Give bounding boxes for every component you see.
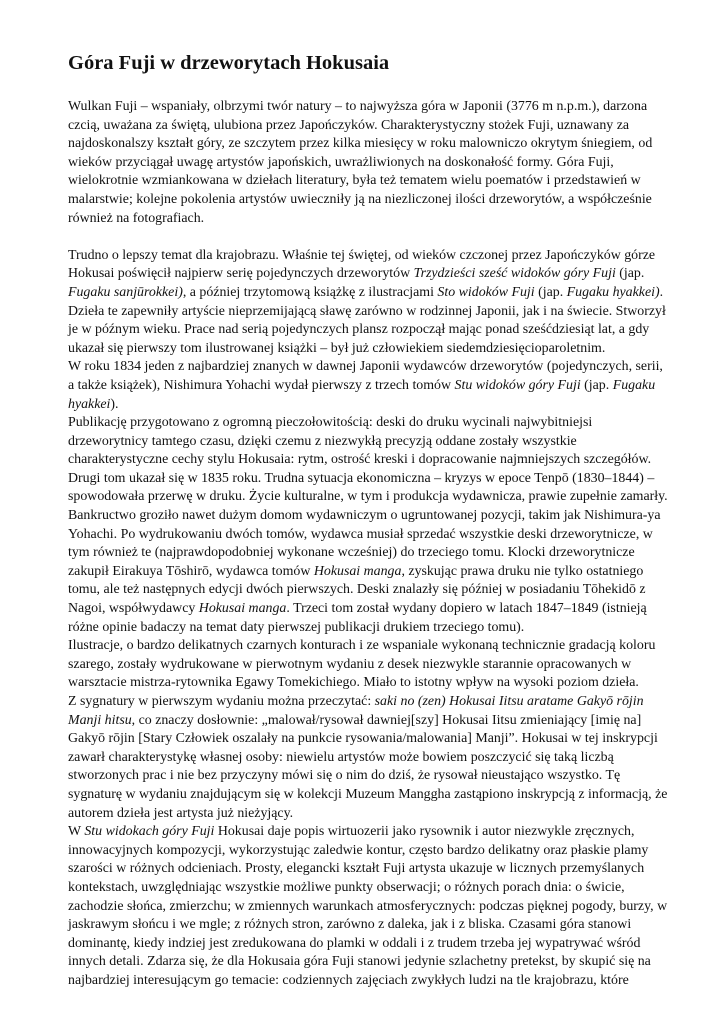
italic-text: Hokusai manga bbox=[198, 601, 287, 617]
italic-text: Hokusai manga bbox=[313, 563, 402, 579]
italic-text: Stu widoków góry Fuji bbox=[454, 377, 581, 393]
italic-text: Fugaku hyakkei bbox=[68, 377, 656, 412]
document-page bbox=[68, 50, 668, 991]
paragraph-gap bbox=[68, 228, 668, 247]
text-run: ). bbox=[110, 396, 119, 412]
text-run: W roku 1834 jeden z najbardziej znanych w dawnej Japonii wydawców drzeworytów (pojedynczych, serii, a także książek), Nishimura Yohachi wydał pierwszy z trzech tomów bbox=[68, 359, 663, 393]
document-body bbox=[68, 98, 668, 991]
text-run: (jap. bbox=[580, 377, 613, 393]
text-run: , co znaczy dosłownie: „malował/rysował dawniej[szy] Hokusai Iitsu zmieniający [imię na] Gakyō rōjin [Stary Człowiek oszalały na punkcie rysowania/malowania] Manji”. Hokusai w tej inskrypcji zawarł charakterystykę własnej osoby: niewielu artystów może bowiem poszczycić się taką liczbą stworzonych prac i nie bez przyczyny mówi się o nim do dziś, że rysował nieustająco wszystko. Tę sygnaturę w wydaniu znajdującym się w kolekcji Muzeum Manggha zastąpiono inskrypcją z informacją, że autorem dzieła jest artysta już nieżyjący. bbox=[68, 712, 668, 821]
paragraph bbox=[68, 358, 668, 414]
text-run: Ilustracje, o bardzo delikatnych czarnych konturach i ze wspaniale wykonaną technicznie gradacją koloru szarego, zostały wydrukowane w pierwotnym wydaniu z desek niezwykle starannie opracowanych w warsztacie mistrza-rytownika Egawy Tomekichiego. Miało to istotny wpływ na wysoki poziom dzieła. bbox=[68, 638, 656, 691]
italic-text: Sto widoków Fuji bbox=[437, 284, 535, 300]
paragraph bbox=[68, 823, 668, 990]
paragraph bbox=[68, 414, 668, 637]
italic-text: saki no (zen) Hokusai Iitsu aratame Gakyō rōjin Manji hitsu bbox=[68, 694, 644, 728]
italic-text: Stu widokach góry Fuji bbox=[84, 824, 215, 840]
italic-text: Trzydzieści sześć widoków góry Fuji bbox=[413, 266, 616, 282]
italic-text: Fugaku hyakkei) bbox=[566, 284, 660, 300]
text-run: W bbox=[68, 824, 85, 840]
paragraph bbox=[68, 637, 668, 693]
text-run: Wulkan Fuji – wspaniały, olbrzymi twór natury – to najwyższa góra w Japonii (3776 m n.p.m.), darzona czcią, uważana za świętą, ulubiona przez Japończyków. Charakterystyczny stożek Fuji, uznawany za najdoskonalszy kształt góry, ze szczytem przez kilka miesięcy w roku malowniczo okrytym śniegiem, od wieków przyciągał uwagę artystów japońskich, uwrażliwionych na doskonałość formy. Góra Fuji, wielokrotnie wzmiankowana w dziełach literatury, była też tematem wielu poematów i przedstawień w malarstwie; kolejne pokolenia artystów uwieczniły ją na niezliczonej ilości drzeworytów, a współcześnie również na fotografiach. bbox=[68, 99, 653, 226]
text-run: , a później trzytomową książkę z ilustracjami bbox=[182, 284, 438, 300]
text-run: Trudno o lepszy temat dla krajobrazu. Właśnie tej świętej, od wieków czczonej przez Japończyków górze Hokusai poświęcił najpierw serię pojedynczych drzeworytów bbox=[68, 247, 656, 282]
page-title: Góra Fuji w drzeworytach Hokusaia bbox=[68, 52, 390, 74]
paragraph bbox=[68, 98, 668, 228]
text-run: Hokusai daje popis wirtuozerii jako rysownik i autor niezwykle zręcznych, innowacyjnych kompozycji, wykorzystując zaledwie kontur, często bardzo delikatny oraz płaskie plamy szarości w różnych odcieniach. Prosty, elegancki kształt Fuji artysta ukazuje w licznych przemyślanych kontekstach, uwzględniając wszystkie możliwe punkty obserwacji; o różnych porach dnia: o świcie, zachodzie słońca, zmierzchu; w zmiennych warunkach atmosferycznych: podczas pięknej pogody, burzy, w jaskrawym słońcu i we mgle; z różnych stron, zarówno z daleka, jak i z bliska. Czasami góra stanowi dominantę, kiedy indziej jest zredukowana do plamki w oddali i z trudem trzeba jej wypatrywać wśród innych detali. Zdarza się, że dla Hokusaia góra Fuji stanowi jedynie szlachetny pretekst, by skupić się na najbardziej interesującym go temacie: codziennych zajęciach zwykłych ludzi na tle krajobrazu, które bbox=[68, 824, 668, 988]
paragraph bbox=[68, 693, 668, 823]
text-run: . Trzeci tom został wydany dopiero w latach 1847–1849 (istnieją różne opinie badaczy na temat daty pierwszej publikacji drukiem trzeciego tomu). bbox=[68, 601, 647, 635]
text-run: (jap. bbox=[534, 284, 567, 300]
text-run: , zyskując prawa druku nie tylko ostatniego tomu, ale też następnych edycji dwóch pierwszych. Deski znalazły się później w posiadaniu Tōhekidō z Nagoi, współwydawcy bbox=[68, 563, 646, 617]
text-run: (jap. bbox=[615, 266, 645, 282]
text-run: Publikację przygotowano z ogromną pieczołowitością: deski do druku wycinali najwybitniejsi drzeworytnicy tamtego czasu, dzięki czemu z niezwykłą precyzją oddane zostały wszystkie charakterystyczne cechy stylu Hokusaia: rytm, ostrość kreski i dopracowanie najmniejszych szczegółów. Drugi tom ukazał się w 1835 roku. Trudna sytuacja ekonomiczna – kryzys w epoce Tenpō (1830–1844) – spowodowała przerwę w druku. Życie kulturalne, w tym i produkcja wydawnicza, prawie zupełnie zamarły. Bankructwo groziło nawet dużym domom wydawniczym o ugruntowanej pozycji, takim jak Nishimura-ya Yohachi. Po wydrukowaniu dwóch tomów, wydawca musiał sprzedać wszystkie deski drzeworytnicze, w tym również te (najprawdopodobniej wykonane wcześniej) do trzeciego tomu. Klocki drzeworytnicze zakupił Eirakuya Tōshirō, wydawca tomów bbox=[68, 415, 668, 579]
italic-text: Fugaku sanjūrokkei) bbox=[68, 284, 183, 300]
paragraph bbox=[68, 247, 668, 359]
text-run: . Dzieła te zapewniły artyście nieprzemijającą sławę zarówno w rodzinnej Japonii, jak i na świecie. Stworzył je w późnym wieku. Prace nad serią pojedynczych plansz rozpoczął mając ponad sześćdziesiąt lat, a gdy ukazał się pierwszy tom ilustrowanej książki – był już człowiekiem siedemdziesięcioparoletnim. bbox=[68, 284, 666, 356]
text-run: Z sygnatury w pierwszym wydaniu można przeczytać: bbox=[68, 694, 375, 709]
